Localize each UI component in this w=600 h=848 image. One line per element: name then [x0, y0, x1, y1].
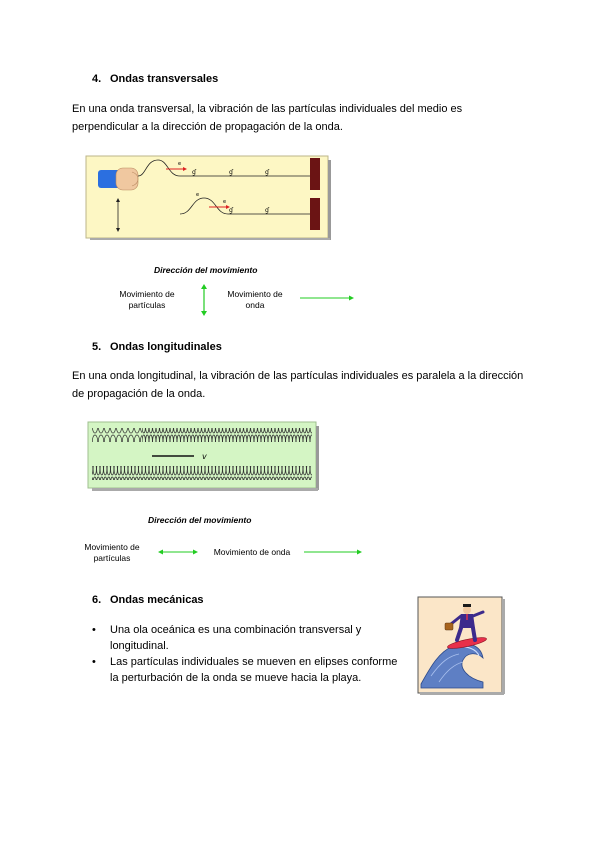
section-4-description: En una onda transversal, la vibración de las partículas individuales del medio es perpendicular a la dirección de propagación de la onda. [72, 103, 463, 133]
section-6-heading [92, 594, 204, 606]
top-wall [310, 158, 320, 190]
section-6-number: 6. [92, 594, 102, 606]
section-4-title: Ondas transversales [110, 73, 219, 85]
svg-text:ɠ: ɠ [229, 169, 234, 176]
svg-text:ɠ: ɠ [265, 207, 270, 214]
section-4-direction-caption: Dirección del movimiento [154, 265, 258, 275]
longitudinal-wave-illustration [86, 420, 320, 492]
list-item: • Una ola oceánica es una combinación transversal y longitudinal. [90, 622, 402, 654]
list-item: • Las partículas individuales se mueven en elipses conforme la perturbación de la onda se mueve hacia la playa. [90, 654, 402, 686]
section-5-number: 5. [92, 341, 102, 353]
section-4-wave-label: Movimiento de onda [227, 289, 283, 310]
top-spring-sparse [92, 428, 142, 442]
section-6-bullet-list [90, 622, 402, 686]
section-5-description: En una onda longitudinal, la vibración de las partículas individuales es paralela a la dirección de propagación de la onda. [72, 370, 524, 400]
section-5-direction-caption: Dirección del movimiento [148, 515, 252, 525]
section-4-particle-arrow [198, 284, 210, 316]
section-5-wave-arrow [304, 547, 362, 557]
section-5-title: Ondas longitudinales [110, 341, 222, 353]
section-6-title: Ondas mecánicas [110, 594, 204, 606]
velocity-label: v [202, 452, 207, 461]
section-5-particle-arrow [158, 547, 198, 557]
svg-text:ɠ: ɠ [229, 207, 234, 214]
bottom-wall [310, 198, 320, 230]
svg-text:e: e [223, 199, 227, 205]
section-5-particle-label: Movimiento de partículas [84, 542, 140, 563]
section-5-heading [92, 341, 222, 353]
hand-icon [98, 168, 138, 190]
svg-text:e: e [196, 192, 200, 198]
section-4-particle-label: Movimiento de partículas [119, 289, 175, 310]
section-4-wave-arrow [300, 293, 354, 303]
section-4-heading [92, 73, 218, 85]
surfer-on-wave-icon [417, 596, 505, 696]
section-5-wave-label: Movimiento de onda [213, 547, 291, 557]
svg-text:ɠ: ɠ [265, 169, 270, 176]
bottom-spring [92, 466, 312, 480]
svg-text:ɠ: ɠ [192, 169, 197, 176]
svg-text:e: e [178, 161, 182, 167]
transverse-wave-illustration [84, 154, 332, 240]
top-spring-dense [142, 428, 312, 442]
section-4-number: 4. [92, 73, 102, 85]
